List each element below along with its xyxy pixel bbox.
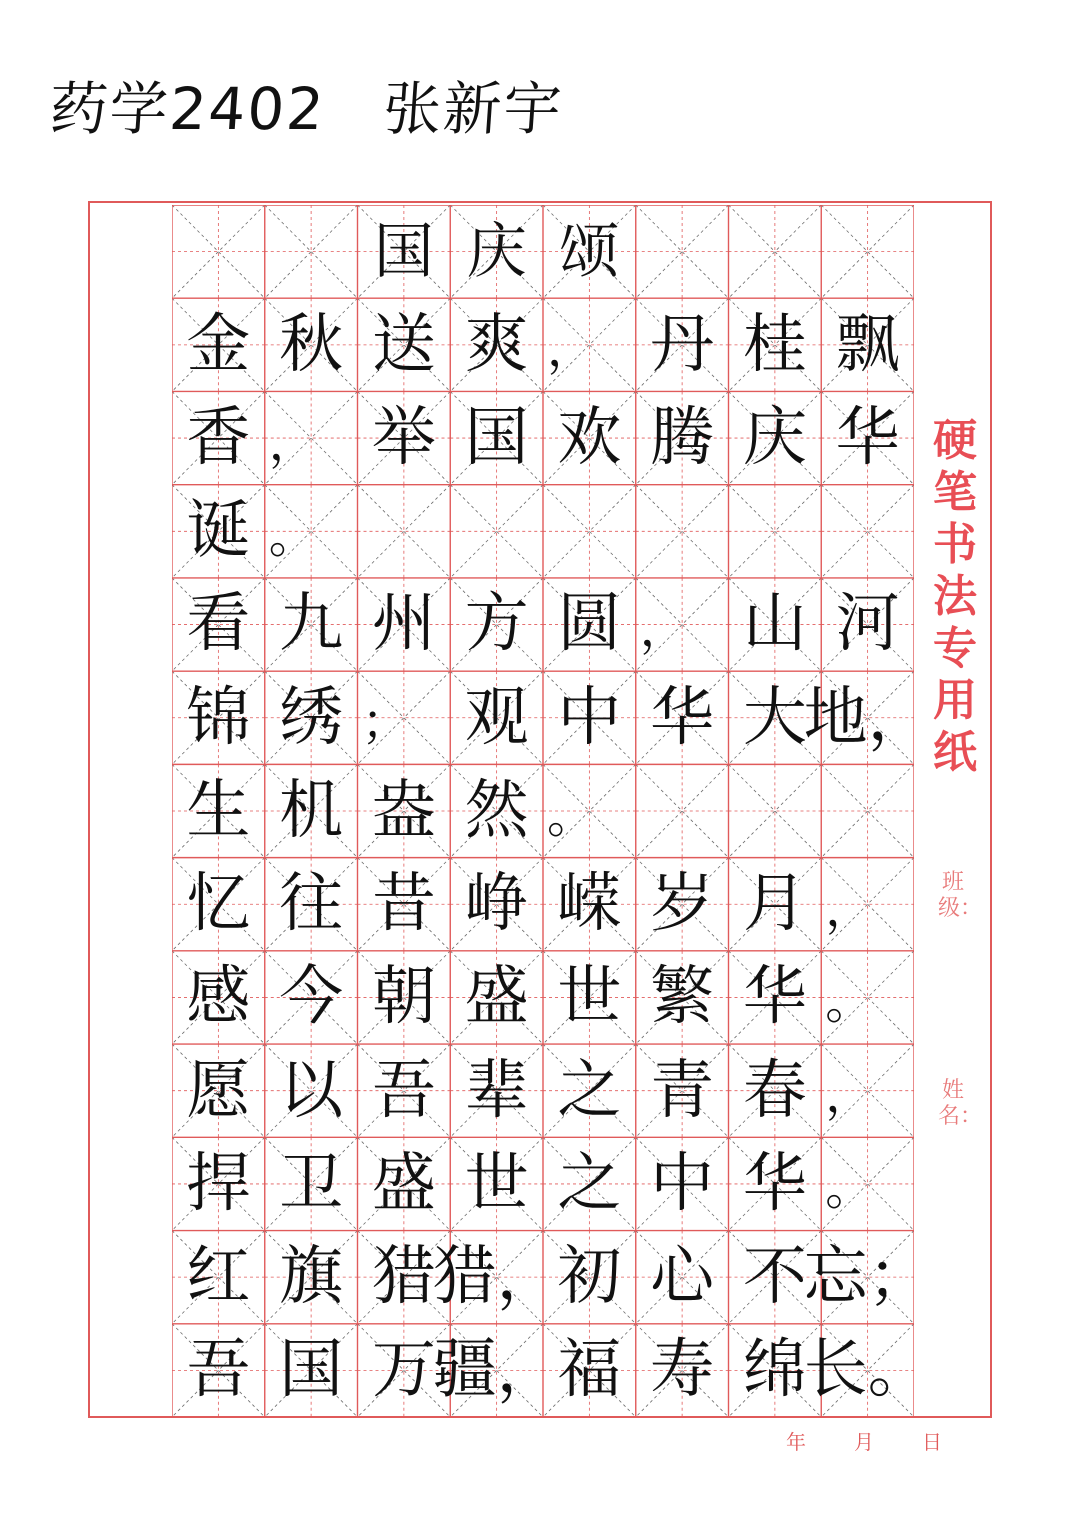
grid-cell: 国 (279, 1333, 344, 1408)
grid-cell: 中 (557, 680, 622, 755)
grid-cell: 腾 (650, 401, 715, 476)
grid-cell: 辈 (464, 1053, 529, 1128)
date-year: 年 (786, 1430, 806, 1454)
date-month: 月 (854, 1430, 874, 1454)
grid-cell: ， (825, 880, 874, 937)
grid-cell (358, 485, 451, 578)
grid-cell: 月 (742, 867, 807, 942)
grid-cell: 中 (650, 1146, 715, 1221)
grid-cell: 福 (557, 1333, 622, 1408)
grid-cell: 不 (742, 1240, 807, 1315)
grid-cell: 华 (835, 401, 900, 476)
grid-cell: 万 (371, 1333, 436, 1408)
grid-cell: 盎 (371, 773, 436, 848)
grid-cell: 华 (742, 1146, 807, 1221)
grid-cell: ； (361, 694, 410, 751)
grid-cell: 然 (464, 773, 529, 848)
grid-cell: 繁 (650, 960, 715, 1035)
grid-cell: 之 (557, 1053, 622, 1128)
grid-cell: 旗 (279, 1240, 344, 1315)
grid-cell: 岁 (650, 867, 715, 942)
grid-cell: 圆 (557, 587, 622, 662)
grid-cell: 地， (803, 680, 932, 755)
grid-cell: 庆 (742, 401, 807, 476)
grid-cell: 飘 (835, 307, 900, 382)
grid-cell: 峥 (464, 867, 529, 942)
grid-cell: 欢 (557, 401, 622, 476)
grid-cell: ， (825, 1067, 874, 1124)
grid-cell: 。 (825, 973, 874, 1030)
mi-grid (172, 205, 932, 1417)
grid-cell: ， (547, 321, 596, 378)
grid-cell: 机 (279, 773, 344, 848)
grid-cell: 。 (268, 507, 317, 564)
name-field-label (938, 1078, 983, 1130)
grid-cell: 盛 (464, 960, 529, 1035)
grid-cell: 世 (464, 1146, 529, 1221)
grid-cell: 忆 (186, 867, 251, 942)
grid-cell: 州 (371, 587, 436, 662)
grid-cell: 以 (279, 1053, 344, 1128)
date-day: 日 (922, 1430, 942, 1454)
grid-cell: 初 (557, 1240, 622, 1315)
grid-cell: 金 (186, 307, 251, 382)
grid-cell (450, 485, 543, 578)
grid-cell: 国 (373, 216, 434, 287)
grid-cell: 忘； (803, 1240, 932, 1315)
grid-cell (729, 764, 822, 857)
grid-cell: 春 (742, 1053, 807, 1128)
grid-cell (821, 764, 914, 857)
grid-cell: 世 (557, 960, 622, 1035)
grid-cell: 疆， (432, 1333, 561, 1408)
grid-cell: 河 (835, 587, 900, 662)
grid-cell (265, 205, 358, 298)
grid-cell: 。 (825, 1160, 874, 1217)
grid-cell: 庆 (466, 216, 527, 287)
grid-cell: 猎 (371, 1240, 436, 1315)
grid-cell: 诞 (186, 494, 251, 569)
grid-cell (729, 485, 822, 578)
grid-cell: 丹 (650, 307, 715, 382)
paper-title-text: 硬笔书法专用纸 (933, 415, 977, 778)
grid-cell (821, 485, 914, 578)
paper-title (926, 415, 984, 779)
grid-cell: 长。 (803, 1333, 932, 1408)
grid-cell (543, 485, 636, 578)
grid-cell: 香 (186, 401, 251, 476)
grid-cell: 昔 (371, 867, 436, 942)
grid-cell: 朝 (371, 960, 436, 1035)
student-name: 张新宇 (380, 75, 566, 143)
grid-cell: 往 (279, 867, 344, 942)
handwritten-header (47, 62, 566, 146)
date-line (786, 1426, 990, 1455)
grid-cell: 锦 (186, 680, 251, 755)
grid-cell: 颂 (559, 216, 620, 287)
grid-cell: 今 (279, 960, 344, 1035)
grid-cell: 生 (186, 773, 251, 848)
grid-cell (821, 205, 914, 298)
grid-cell (172, 205, 265, 298)
grid-cell: 华 (650, 680, 715, 755)
grid-cell: 国 (464, 401, 529, 476)
class-label: 药学2402 (47, 75, 328, 143)
grid-cell: 捍 (186, 1146, 251, 1221)
grid-cell: 绣 (279, 680, 344, 755)
grid-cell: 感 (186, 960, 251, 1035)
grid-cell: 。 (547, 787, 596, 844)
grid-cell: 心 (650, 1240, 715, 1315)
grid-cell: 秋 (279, 307, 344, 382)
grid-cell: 观 (464, 680, 529, 755)
grid-cell: 吾 (186, 1333, 251, 1408)
grid-cell: 之 (557, 1146, 622, 1221)
grid-cell: 红 (186, 1240, 251, 1315)
grid-cell: 愿 (186, 1053, 251, 1128)
grid-cell: ， (268, 414, 317, 471)
grid-cell: 嵘 (557, 867, 622, 942)
grid-cell: 寿 (650, 1333, 715, 1408)
class-field-text: 班级： (938, 870, 983, 921)
grid-characters (172, 205, 932, 1417)
grid-cell: 盛 (371, 1146, 436, 1221)
grid-cell (729, 205, 822, 298)
grid-cell: 华 (742, 960, 807, 1035)
grid-cell: 山 (742, 587, 807, 662)
grid-cell: 绵 (742, 1333, 807, 1408)
grid-cell: 大 (742, 680, 807, 755)
grid-cell: 九 (279, 587, 344, 662)
grid-cell: 举 (371, 401, 436, 476)
grid-cell: 猎， (432, 1240, 561, 1315)
grid-cell: 送 (371, 307, 436, 382)
grid-cell: 卫 (279, 1146, 344, 1221)
class-field-label (938, 870, 983, 922)
grid-cell (636, 485, 729, 578)
grid-cell: 桂 (742, 307, 807, 382)
grid-cell: 吾 (371, 1053, 436, 1128)
grid-cell: 青 (650, 1053, 715, 1128)
grid-cell: 方 (464, 587, 529, 662)
grid-cell: 看 (186, 587, 251, 662)
grid-cell (636, 205, 729, 298)
grid-cell: ， (639, 601, 688, 658)
grid-cell (636, 764, 729, 857)
name-field-text: 姓名： (938, 1078, 983, 1129)
grid-cell: 爽 (464, 307, 529, 382)
